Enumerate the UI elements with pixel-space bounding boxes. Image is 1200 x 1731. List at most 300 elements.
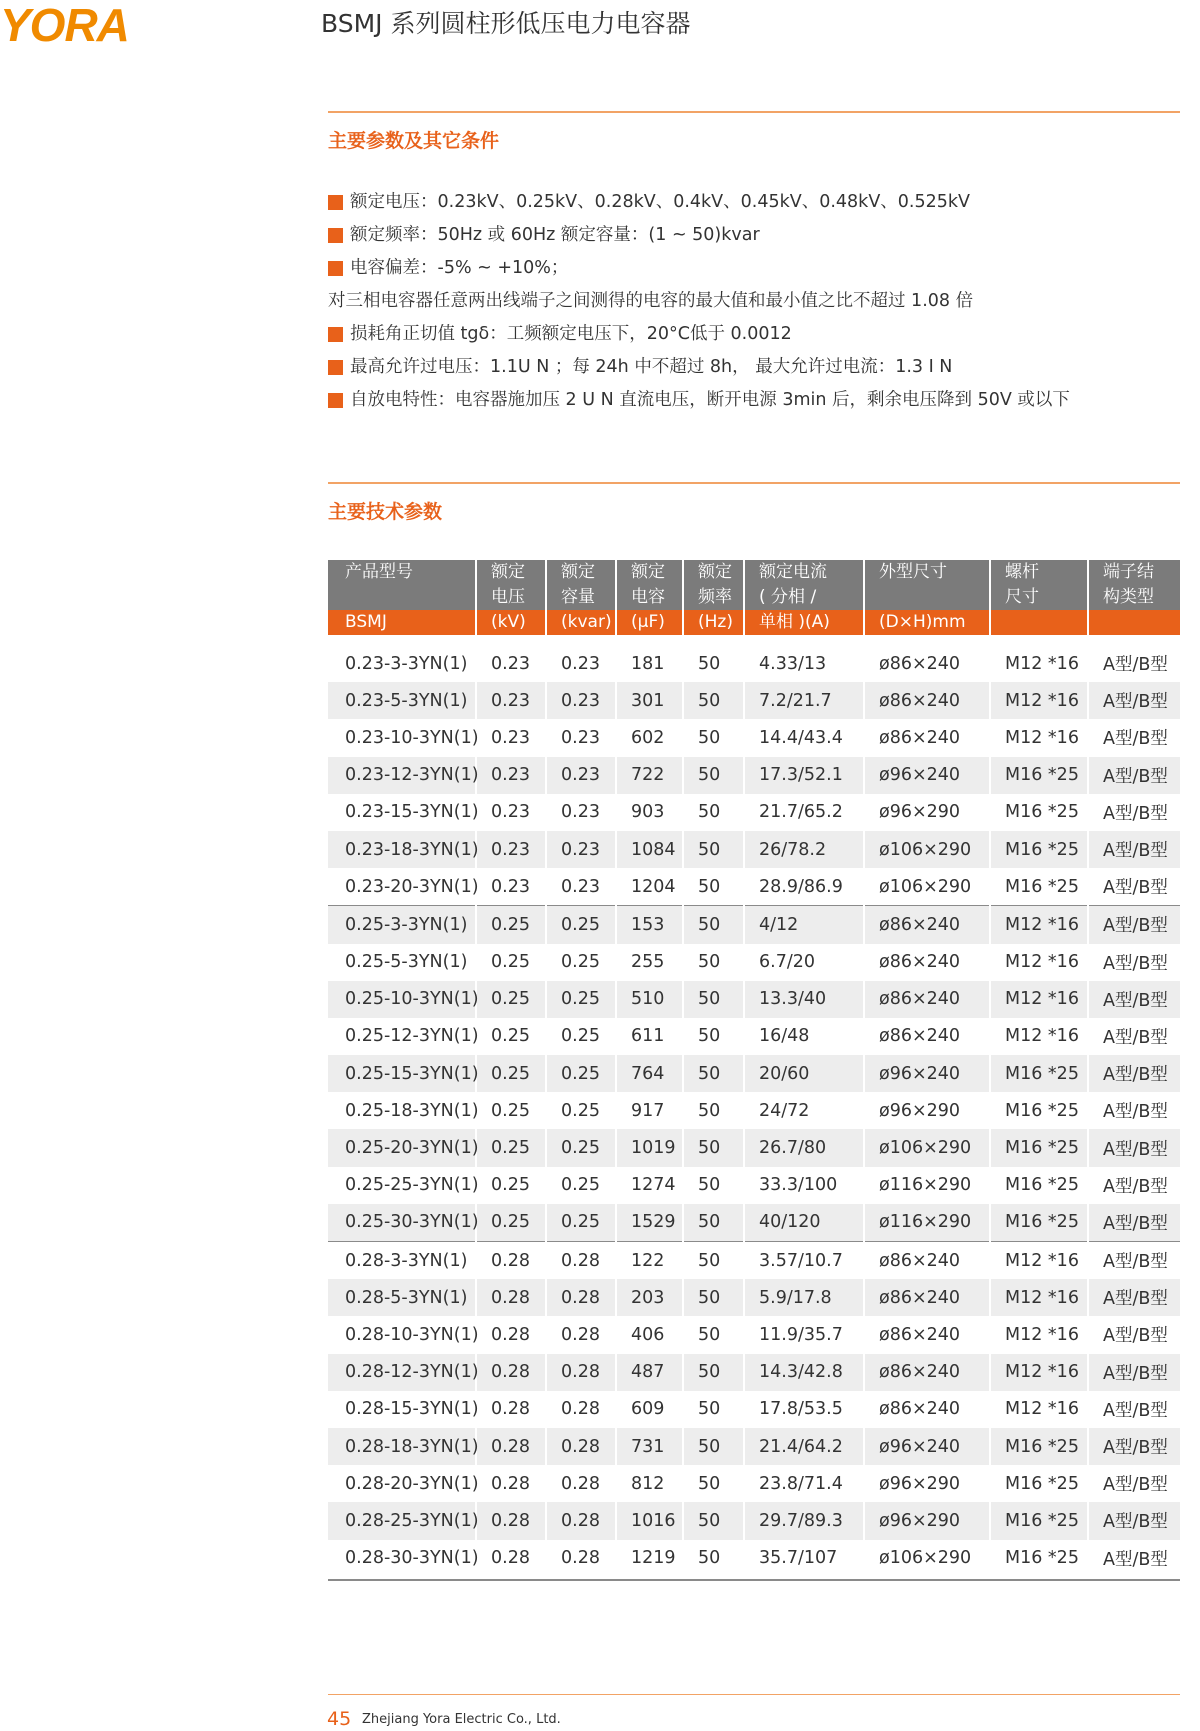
table-cell: 50 [683,1540,744,1577]
table-row [328,1204,1180,1242]
table-cell: ø96×240 [864,1428,990,1465]
table-cell: A型/B型 [1088,1279,1180,1316]
parameter-list [328,186,1188,417]
table-cell: A型/B型 [1088,1502,1180,1539]
table-row [328,1391,1180,1428]
table-cell: 50 [683,1465,744,1502]
table-row [328,906,1180,944]
table-cell: 0.28 [546,1540,616,1577]
column-header [990,560,1088,635]
section-heading-technical: 主要技术参数 [328,501,443,523]
table-cell: 0.25 [476,1204,546,1242]
table-cell: ø96×290 [864,1465,990,1502]
table-cell: 0.25 [476,944,546,981]
table-cell: 0.25-20-3YN(1) [328,1129,476,1166]
table-row [328,1018,1180,1055]
table-cell: 50 [683,682,744,719]
table-cell: 0.23 [546,757,616,794]
table-cell: 14.3/42.8 [744,1354,864,1391]
table-bottom-rule [328,1579,1180,1581]
table-cell: 722 [616,757,683,794]
table-row [328,981,1180,1018]
column-header-label: 端子结 [1103,562,1154,582]
spec-table-container [328,560,1180,1581]
table-cell: 903 [616,794,683,831]
table-cell: 510 [616,981,683,1018]
column-header-label: 容量 [561,587,595,607]
table-cell: 0.25-30-3YN(1) [328,1204,476,1242]
table-cell: M16 *25 [990,1204,1088,1242]
column-header-label: 频率 [698,587,732,607]
table-cell: 50 [683,1018,744,1055]
table-cell: 0.28 [546,1354,616,1391]
table-cell: 23.8/71.4 [744,1465,864,1502]
table-cell: 50 [683,944,744,981]
table-cell: 0.25 [546,981,616,1018]
table-cell: 406 [616,1316,683,1353]
table-row [328,1055,1180,1092]
table-cell: 3.57/10.7 [744,1242,864,1280]
table-cell: 181 [616,635,683,682]
table-cell: 611 [616,1018,683,1055]
table-cell: 0.28 [476,1540,546,1577]
table-cell: M16 *25 [990,1055,1088,1092]
table-cell: 24/72 [744,1092,864,1129]
table-row [328,1092,1180,1129]
table-cell: 50 [683,1391,744,1428]
table-cell: 0.25-15-3YN(1) [328,1055,476,1092]
table-row [328,757,1180,794]
table-cell: ø96×290 [864,1092,990,1129]
table-cell: M16 *25 [990,1428,1088,1465]
column-header-label: 额定电流 [759,562,827,582]
table-cell: 255 [616,944,683,981]
square-bullet-icon [328,360,343,375]
parameter-item [328,219,1188,252]
table-cell: M16 *25 [990,868,1088,906]
table-cell: 0.23 [546,794,616,831]
table-cell: 0.28-25-3YN(1) [328,1502,476,1539]
section-divider [328,482,1180,484]
table-cell: 50 [683,1279,744,1316]
column-header [1088,560,1180,635]
column-header-unit: (μF) [617,610,682,635]
table-cell: M16 *25 [990,1502,1088,1539]
column-header-label: 额定 [561,562,595,582]
table-cell: ø86×240 [864,719,990,756]
column-header-label [345,585,475,610]
table-cell: 487 [616,1354,683,1391]
table-cell: 50 [683,831,744,868]
table-cell: 0.23 [476,831,546,868]
table-cell: 50 [683,719,744,756]
parameter-text: 额定频率：50Hz 或 60Hz 额定容量：(1 ~ 50)kvar [350,225,760,245]
table-cell: A型/B型 [1088,1465,1180,1502]
table-cell: 0.25 [546,1204,616,1242]
table-cell: 0.25 [476,1092,546,1129]
table-cell: 50 [683,981,744,1018]
table-cell: ø106×290 [864,831,990,868]
column-header-unit [1089,610,1180,635]
table-cell: 0.25-18-3YN(1) [345,1100,479,1121]
column-header-unit: 单相 )(A) [745,610,863,635]
table-cell: 1219 [616,1540,683,1577]
table-cell: ø86×240 [864,1279,990,1316]
table-cell: 0.23 [546,831,616,868]
table-cell: 50 [683,906,744,944]
table-cell: 11.9/35.7 [744,1316,864,1353]
table-cell: 4/12 [744,906,864,944]
table-cell: 0.23 [476,719,546,756]
table-cell: 0.23-10-3YN(1) [345,727,479,748]
table-cell: M16 *25 [990,1540,1088,1577]
table-cell: 122 [616,1242,683,1280]
column-header-unit: (kvar) [547,610,615,635]
table-cell: ø106×290 [864,868,990,906]
table-cell: 1084 [616,831,683,868]
table-cell: 0.28 [476,1428,546,1465]
table-cell: 0.28 [546,1242,616,1280]
table-cell: A型/B型 [1088,1242,1180,1280]
table-cell: 20/60 [744,1055,864,1092]
table-cell: 0.25 [546,1129,616,1166]
table-cell: 153 [616,906,683,944]
table-cell: 21.4/64.2 [744,1428,864,1465]
table-cell: 609 [616,1391,683,1428]
column-header [476,560,546,635]
column-header [616,560,683,635]
table-row [328,944,1180,981]
table-cell: 6.7/20 [744,944,864,981]
table-cell: 0.23 [546,635,616,682]
parameter-text: 电容偏差：-5% ~ +10%； [350,258,569,278]
table-cell: ø86×240 [864,1354,990,1391]
table-cell: A型/B型 [1088,981,1180,1018]
table-cell: 0.28 [546,1316,616,1353]
section-heading-parameters: 主要参数及其它条件 [328,130,500,152]
table-cell: ø116×290 [864,1167,990,1204]
square-bullet-icon [328,228,343,243]
table-cell: ø106×290 [864,1129,990,1166]
table-cell: 0.28 [546,1279,616,1316]
square-bullet-icon [328,261,343,276]
column-header-label: 额定 [631,562,665,582]
table-cell: 0.25 [476,981,546,1018]
table-cell: A型/B型 [1088,1092,1180,1129]
table-cell: ø96×290 [864,1502,990,1539]
column-header [683,560,744,635]
table-cell: 0.28-30-3YN(1) [345,1548,479,1569]
table-cell: 50 [683,1242,744,1280]
table-cell: 0.25-10-3YN(1) [328,981,476,1018]
column-header-label: 外型尺寸 [879,562,947,582]
table-cell: 29.7/89.3 [744,1502,864,1539]
table-row [328,635,1180,682]
table-cell: 731 [616,1428,683,1465]
column-header [546,560,616,635]
company-name: Zhejiang Yora Electric Co., Ltd. [362,1712,561,1727]
table-row [328,794,1180,831]
parameter-item [328,186,1188,219]
table-cell: 0.23 [546,682,616,719]
table-cell: 0.28 [476,1465,546,1502]
table-cell: 0.25-3-3YN(1) [328,906,476,944]
table-cell: 0.23-20-3YN(1) [345,876,479,897]
column-header-label: 额定 [698,562,732,582]
spec-table [328,560,1180,1577]
column-header-label: 螺杆 [1005,562,1039,582]
table-cell: M12 *16 [990,1242,1088,1280]
table-row [328,1242,1180,1280]
table-cell: 0.25-12-3YN(1) [345,1026,479,1047]
table-cell: ø116×290 [864,1204,990,1242]
table-cell: 0.23 [546,868,616,906]
table-cell: 50 [683,1354,744,1391]
table-cell: 17.8/53.5 [744,1391,864,1428]
table-row [328,1428,1180,1465]
table-cell: ø86×240 [864,944,990,981]
yora-logo: YORA [0,0,129,51]
table-cell: 0.23 [546,719,616,756]
table-cell: 0.28 [476,1316,546,1353]
table-cell: 203 [616,1279,683,1316]
parameter-text: 自放电特性：电容器施加压 2 U N 直流电压，断开电源 3min 后，剩余电压降到 50V 或以下 [350,390,1070,410]
table-cell: 50 [683,757,744,794]
table-cell: M12 *16 [990,1354,1088,1391]
table-cell: 0.25 [476,1167,546,1204]
parameter-item [328,318,1188,351]
table-cell: A型/B型 [1088,1055,1180,1092]
table-cell: 917 [616,1092,683,1129]
table-cell: 0.28 [546,1465,616,1502]
table-cell: 0.28 [476,1279,546,1316]
table-row [328,682,1180,719]
table-cell: 14.4/43.4 [744,719,864,756]
table-cell: 40/120 [744,1204,864,1242]
table-cell: 0.28 [546,1391,616,1428]
table-row [328,1502,1180,1539]
table-cell: A型/B型 [1088,944,1180,981]
table-cell: 50 [683,1204,744,1242]
table-cell: A型/B型 [1088,635,1180,682]
table-cell: M12 *16 [990,906,1088,944]
table-cell: A型/B型 [1088,757,1180,794]
table-cell: 0.25 [546,1055,616,1092]
table-cell: 50 [683,1092,744,1129]
table-cell: A型/B型 [1088,1316,1180,1353]
table-cell: 50 [683,635,744,682]
table-cell: M12 *16 [990,1391,1088,1428]
table-cell: 1274 [616,1167,683,1204]
column-header-unit: (Hz) [684,610,743,635]
table-cell: 0.28-3-3YN(1) [328,1242,476,1280]
table-cell: 0.28-5-3YN(1) [328,1279,476,1316]
table-cell: 0.23 [476,794,546,831]
table-cell: M12 *16 [990,944,1088,981]
table-cell: 13.3/40 [744,981,864,1018]
table-cell: M12 *16 [990,682,1088,719]
column-header-label: 尺寸 [1005,587,1039,607]
table-cell: 1529 [616,1204,683,1242]
table-cell: 50 [683,794,744,831]
table-cell: M16 *25 [990,794,1088,831]
table-cell: M16 *25 [990,757,1088,794]
table-row [328,1540,1180,1577]
table-row [328,831,1180,868]
table-cell: 35.7/107 [744,1540,864,1577]
section-divider [328,111,1180,113]
table-cell: A型/B型 [1088,868,1180,906]
table-cell: ø96×240 [864,1055,990,1092]
table-cell: 26/78.2 [744,831,864,868]
table-cell: 0.25 [546,1092,616,1129]
table-cell: 50 [683,1129,744,1166]
table-cell: 50 [683,1055,744,1092]
table-cell: 0.25 [476,1055,546,1092]
table-cell: M16 *25 [990,831,1088,868]
column-header-unit: (D×H)mm [865,610,989,635]
table-cell: A型/B型 [1088,794,1180,831]
table-cell: ø86×240 [864,981,990,1018]
parameter-text: 损耗角正切值 tgδ：工频额定电压下，20°C低于 0.0012 [350,324,792,344]
page-number: 45 [327,1708,352,1730]
table-cell: 50 [683,1167,744,1204]
parameter-text: 对三相电容器任意两出线端子之间测得的电容的最大值和最小值之比不超过 1.08 倍 [328,291,974,311]
footer-divider [328,1694,1180,1695]
table-row [328,719,1180,756]
table-cell: A型/B型 [1088,719,1180,756]
parameter-item [328,384,1188,417]
table-header-row [328,560,1180,635]
table-cell: M12 *16 [990,719,1088,756]
table-cell: 764 [616,1055,683,1092]
table-cell: M12 *16 [990,635,1088,682]
table-cell: A型/B型 [1088,1018,1180,1055]
table-cell: 0.28-10-3YN(1) [345,1324,479,1345]
table-cell: 16/48 [744,1018,864,1055]
parameter-text: 最高允许过电压：1.1U N ；每 24h 中不超过 8h， 最大允许过电流：1.3 I N [350,357,953,377]
table-cell: 0.25 [546,944,616,981]
table-cell: 0.23 [476,868,546,906]
table-row [328,1279,1180,1316]
table-cell: 0.28 [546,1502,616,1539]
table-cell: 28.9/86.9 [744,868,864,906]
table-cell: 0.23 [476,635,546,682]
table-cell: 50 [683,1316,744,1353]
table-cell: 0.25-5-3YN(1) [345,952,468,973]
table-cell: M12 *16 [990,1279,1088,1316]
table-cell: 17.3/52.1 [744,757,864,794]
table-cell: ø86×240 [864,1391,990,1428]
table-cell: 0.23-3-3YN(1) [345,653,468,674]
table-cell: 0.25 [546,1018,616,1055]
table-cell: ø86×240 [864,635,990,682]
table-cell: A型/B型 [1088,1204,1180,1242]
table-row [328,1129,1180,1166]
table-cell: M16 *25 [990,1465,1088,1502]
table-cell: 0.28-12-3YN(1) [328,1354,476,1391]
table-cell: 0.23-5-3YN(1) [328,682,476,719]
table-body [328,635,1180,1577]
table-cell: ø86×240 [864,1316,990,1353]
square-bullet-icon [328,393,343,408]
table-cell: A型/B型 [1088,1354,1180,1391]
table-cell: 1016 [616,1502,683,1539]
table-cell: 0.28 [476,1391,546,1428]
parameter-item [328,252,1188,285]
table-cell: 0.28-15-3YN(1) [345,1399,479,1420]
table-cell: ø86×240 [864,906,990,944]
table-cell: 301 [616,682,683,719]
table-cell: 50 [683,1428,744,1465]
parameter-item [328,351,1188,384]
table-cell: 602 [616,719,683,756]
table-cell: 5.9/17.8 [744,1279,864,1316]
table-cell: M12 *16 [990,981,1088,1018]
column-header-unit [991,610,1087,635]
table-cell: A型/B型 [1088,1540,1180,1577]
table-cell: ø86×240 [864,682,990,719]
table-cell: 0.25 [476,1018,546,1055]
table-cell: 26.7/80 [744,1129,864,1166]
table-cell: 0.23 [476,682,546,719]
table-cell: M16 *25 [990,1092,1088,1129]
table-cell: A型/B型 [1088,682,1180,719]
table-cell: 0.28 [476,1502,546,1539]
table-cell: A型/B型 [1088,1129,1180,1166]
table-cell: 812 [616,1465,683,1502]
column-header-unit: (kV) [477,610,545,635]
table-row [328,1354,1180,1391]
column-header [328,560,476,635]
parameter-text: 额定电压：0.23kV、0.25kV、0.28kV、0.4kV、0.45kV、0.48kV、0.525kV [350,192,970,212]
table-cell: 50 [683,868,744,906]
column-header [744,560,864,635]
table-cell: 33.3/100 [744,1167,864,1204]
table-cell: 7.2/21.7 [744,682,864,719]
column-header-label: 额定 [491,562,525,582]
table-cell: A型/B型 [1088,1167,1180,1204]
table-cell: 0.28 [476,1242,546,1280]
table-row [328,1465,1180,1502]
table-cell: 0.25 [476,1129,546,1166]
column-header-label: 电压 [491,587,525,607]
table-cell: M12 *16 [990,1316,1088,1353]
table-cell: 21.7/65.2 [744,794,864,831]
table-cell: ø86×240 [864,1018,990,1055]
table-cell: 4.33/13 [744,635,864,682]
table-cell: 0.25-25-3YN(1) [345,1175,479,1196]
table-cell: 0.28-20-3YN(1) [345,1473,479,1494]
page-title: BSMJ 系列圆柱形低压电力电容器 [321,9,691,38]
column-header-label: 电容 [631,587,665,607]
square-bullet-icon [328,327,343,342]
table-cell: 0.25 [546,1167,616,1204]
table-cell: 0.23-18-3YN(1) [328,831,476,868]
table-cell: 0.28 [476,1354,546,1391]
table-cell: A型/B型 [1088,906,1180,944]
parameter-item [328,285,1188,318]
table-cell: 0.25 [476,906,546,944]
table-row [328,1167,1180,1204]
table-cell: 0.23-12-3YN(1) [328,757,476,794]
table-cell: 0.23 [476,757,546,794]
table-cell: 0.23-15-3YN(1) [345,802,479,823]
column-header-unit: BSMJ [328,610,475,635]
table-cell: M12 *16 [990,1018,1088,1055]
column-header-label: 构类型 [1103,587,1154,607]
column-header-label [879,585,989,610]
